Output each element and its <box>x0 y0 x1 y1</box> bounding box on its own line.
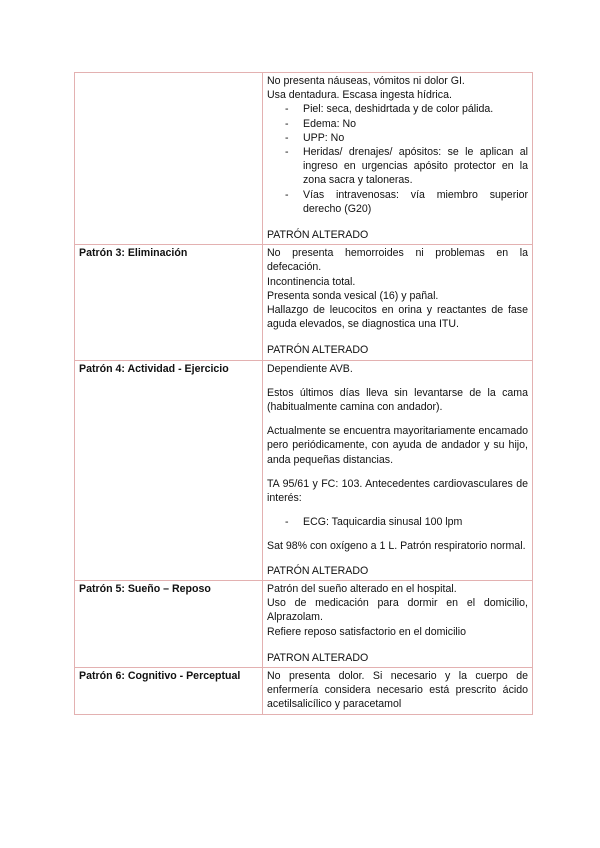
list-item: - ECG: Taquicardia sinusal 100 lpm <box>285 515 528 529</box>
detail-line: No presenta dolor. Si necesario y la cuerpo de enfermería considera necesario está prescrito ácido acetilsalicílico y paracetamol <box>267 669 528 711</box>
detail-line: Hallazgo de leucocitos en orina y reactantes de fase aguda elevados, se diagnostica una ITU. <box>267 304 528 331</box>
table-row <box>75 360 533 580</box>
detail-line: Usa dentadura. Escasa ingesta hídrica. <box>267 89 452 102</box>
table-row <box>75 580 533 667</box>
detail-paragraph: Estos últimos días lleva sin levantarse de la cama (habitualmente camina con andador). <box>267 386 528 414</box>
detail-line: Incontinencia total. <box>267 275 356 288</box>
pattern-details <box>263 245 533 360</box>
detail-line: Presenta sonda vesical (16) y pañal. <box>267 289 439 302</box>
pattern-details <box>263 360 533 580</box>
pattern-label: Patrón 6: Cognitivo - Perceptual <box>75 667 263 714</box>
pattern-status: PATRON ALTERADO <box>267 651 369 664</box>
pattern-details <box>263 73 533 245</box>
detail-list <box>267 102 528 216</box>
detail-line: No presenta hemorroides ni problemas en la defecación. <box>267 247 528 274</box>
list-item: - Piel: seca, deshidrtada y de color pálida. <box>285 102 528 116</box>
detail-line: Refiere reposo satisfactorio en el domicilio <box>267 625 467 638</box>
table-row <box>75 667 533 714</box>
list-item: - UPP: No <box>285 131 528 145</box>
pattern-status: PATRÓN ALTERADO <box>267 564 369 577</box>
detail-paragraph: Actualmente se encuentra mayoritariamente encamado pero periódicamente, con ayuda de andador y su hijo, anda pequeñas distancias. <box>267 425 528 466</box>
care-patterns-table <box>74 72 533 715</box>
detail-list <box>267 515 528 529</box>
table-row <box>75 73 533 245</box>
list-item: - Edema: No <box>285 117 528 131</box>
detail-line: No presenta náuseas, vómitos ni dolor GI. <box>267 75 465 87</box>
pattern-label: Patrón 4: Actividad - Ejercicio <box>75 360 263 580</box>
pattern-label: Patrón 5: Sueño – Reposo <box>75 580 263 667</box>
detail-line: Uso de medicación para dormir en el domicilio, Alprazolam. <box>267 597 528 624</box>
detail-paragraph: Dependiente AVB. <box>267 362 353 375</box>
pattern-details <box>263 667 533 714</box>
pattern-label: Patrón 3: Eliminación <box>75 245 263 360</box>
table-row <box>75 245 533 360</box>
pattern-label <box>75 73 263 245</box>
list-item: - Vías intravenosas: vía miembro superior derecho (G20) <box>285 188 528 216</box>
pattern-status: PATRÓN ALTERADO <box>267 229 369 242</box>
list-item: - Heridas/ drenajes/ apósitos: se le aplican al ingreso en urgencias apósito protector en la zona sacra y taloneras. <box>285 145 528 188</box>
detail-paragraph: TA 95/61 y FC: 103. Antecedentes cardiovasculares de interés: <box>267 477 528 505</box>
detail-line: Patrón del sueño alterado en el hospital. <box>267 582 457 595</box>
detail-paragraph: Sat 98% con oxígeno a 1 L. Patrón respiratorio normal. <box>267 540 526 553</box>
pattern-details <box>263 580 533 667</box>
pattern-status: PATRÓN ALTERADO <box>267 344 369 357</box>
